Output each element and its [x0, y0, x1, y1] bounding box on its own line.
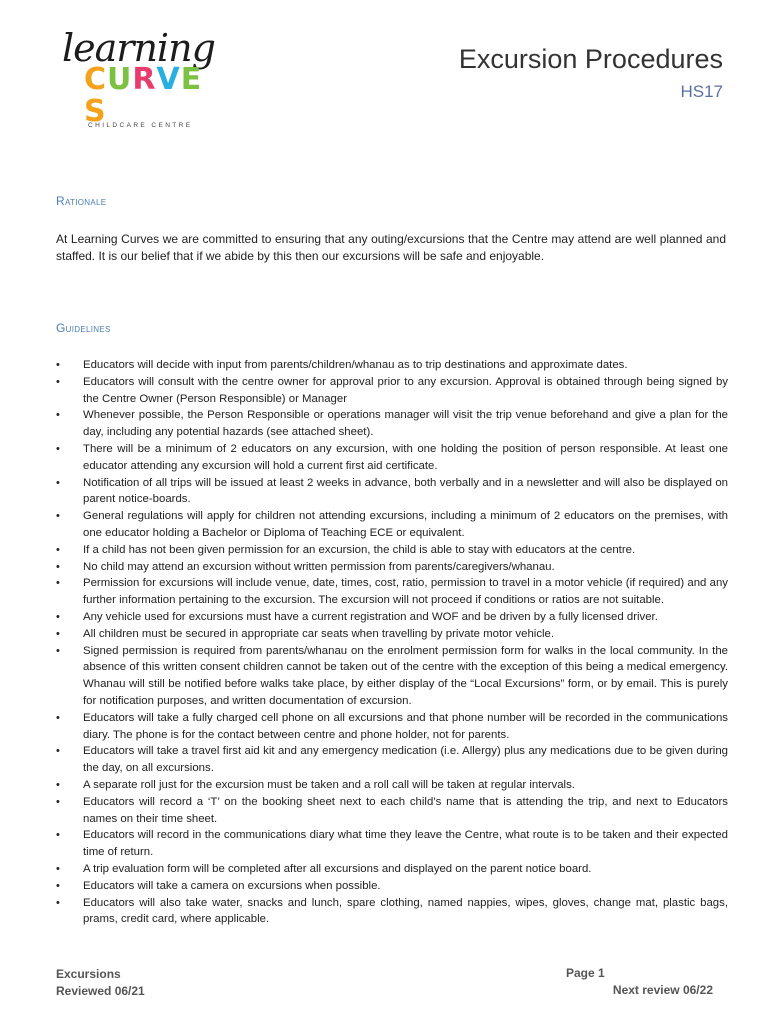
guideline-text: Educators will take a fully charged cell phone on all excursions and that phone number will be recorded in the communications diary. The phone is for the contact between centre and phone holder, not for parents.: [83, 711, 728, 741]
guideline-text: Notification of all trips will be issued at least 2 weeks in advance, both verbally and in a newsletter and will also be displayed on parent notice-boards.: [83, 476, 728, 506]
guideline-item: [56, 878, 728, 895]
bullet-icon: •: [56, 745, 60, 758]
guideline-text: All children must be secured in appropriate car seats when travelling by private motor vehicle.: [83, 627, 555, 640]
bullet-icon: •: [56, 778, 60, 791]
guideline-text: General regulations will apply for children not attending excursions, including a minimum of 2 educators on the premises, with one educator holding a Bachelor or Diploma of Teaching ECE or equivalent.: [83, 510, 728, 539]
guideline-item: [56, 895, 728, 929]
guideline-item: [56, 626, 728, 643]
guideline-text: If a child has not been given permission for an excursion, the child is able to stay with educators at the centre.: [83, 543, 636, 556]
bullet-icon: •: [56, 644, 60, 657]
guideline-item: [56, 609, 728, 626]
guideline-item: [56, 407, 728, 441]
guideline-text: A trip evaluation form will be completed after all excursions and displayed on the parent notice board.: [83, 862, 592, 875]
logo-letter: C: [84, 62, 108, 97]
guideline-text: Educators will take a travel first aid kit and any emergency medication (i.e. Allergy) plus any medications due to be given during the day, on all excursions.: [83, 745, 728, 775]
guideline-item: [56, 475, 728, 509]
guideline-text: Educators will take a camera on excursions when possible.: [83, 879, 381, 892]
guideline-text: Educators will decide with input from parents/children/whanau as to trip destinations and approximate dates.: [83, 359, 628, 371]
guidelines-list: [56, 357, 728, 928]
guideline-item: [56, 374, 728, 408]
guideline-text: Permission for excursions will include venue, date, times, cost, ratio, permission to travel in a motor vehicle (if required) and any further information pertaining to the excursion. The excursion will not proceed if conditions or ratios are not suitable.: [83, 577, 728, 607]
bullet-icon: •: [56, 476, 60, 489]
bullet-icon: •: [56, 829, 60, 842]
guideline-text: Whenever possible, the Person Responsible or operations manager will visit the trip venue beforehand and give a plan for the day, including any potential hazards (see attached sheet).: [83, 409, 728, 439]
guideline-item: [56, 861, 728, 878]
logo-brand-word: [84, 64, 208, 128]
logo-letter: E: [180, 62, 203, 97]
guideline-text: No child may attend an excursion without written permission from parents/caregivers/whanau.: [83, 560, 555, 573]
bullet-icon: •: [56, 577, 60, 590]
footer-page-number: Page 1: [566, 966, 605, 980]
guideline-text: Educators will also take water, snacks and lunch, spare clothing, named nappies, wipes, gloves, change mat, plastic bags, prams, credit card, where applicable.: [83, 896, 728, 926]
bullet-icon: •: [56, 862, 60, 875]
guideline-item: [56, 827, 728, 861]
bullet-icon: •: [56, 795, 60, 808]
document-code: HS17: [680, 82, 723, 101]
logo-letter: V: [156, 62, 181, 97]
bullet-icon: •: [56, 543, 60, 556]
guideline-item: [56, 542, 728, 559]
footer-document-name: Excursions: [56, 967, 121, 981]
guideline-text: Educators will consult with the centre owner for approval prior to any excursion. Approval is obtained through being signed by the Centre Owner (Person Responsible) or Manager: [83, 375, 728, 405]
bullet-icon: •: [56, 879, 60, 892]
guideline-item: [56, 794, 728, 828]
logo-letter: R: [132, 62, 157, 97]
guideline-item: [56, 743, 728, 777]
logo-subtitle: CHILDCARE CENTRE: [88, 122, 193, 129]
guideline-text: There will be a minimum of 2 educators on any excursion, with one holding the position of person responsible. At least one educator attending any excursion will hold a current first aid certificate.: [83, 442, 728, 472]
bullet-icon: •: [56, 627, 60, 640]
learning-curves-logo: [58, 26, 215, 129]
bullet-icon: •: [56, 610, 60, 623]
footer-next-review: Next review 06/22: [612, 983, 713, 997]
guideline-text: Signed permission is required from parents/whanau on the enrolment permission form for walks in the local community. In the absence of this written consent children cannot be taken out of the centre with the exception of this being a medical emergency. Whanau will still be notified before walks take place, by either display of the “Local Excursions” form, or by email. This is purely for notification purposes, and written documentation of excursion.: [83, 644, 728, 707]
guideline-item: [56, 441, 728, 475]
bullet-icon: •: [56, 711, 60, 724]
guideline-item: [56, 559, 728, 576]
logo-letter: U: [107, 62, 133, 97]
bullet-icon: •: [56, 375, 60, 388]
bullet-icon: •: [56, 896, 60, 909]
logo-script-text: learning: [62, 26, 215, 70]
guideline-item: [56, 710, 728, 744]
logo-letter: S: [84, 94, 107, 129]
guideline-text: Educators will record a ‘T’ on the booking sheet next to each child’s name that is attending the trip, and next to Educators names on their time sheet.: [83, 795, 728, 825]
footer-left: [56, 966, 145, 1000]
bullet-icon: •: [56, 560, 60, 573]
bullet-icon: •: [56, 442, 60, 455]
document-title: Excursion Procedures: [458, 44, 723, 74]
bullet-icon: •: [56, 409, 60, 422]
guideline-item: [56, 508, 728, 542]
guideline-item: [56, 357, 728, 374]
footer-reviewed-date: Reviewed 06/21: [56, 984, 145, 998]
guideline-text: Any vehicle used for excursions must have a current registration and WOF and be driven by a fully licensed driver.: [83, 610, 658, 623]
guideline-item: [56, 777, 728, 794]
guideline-item: [56, 575, 728, 609]
guidelines-heading: Guidelines: [56, 321, 111, 335]
bullet-icon: •: [56, 510, 60, 523]
guideline-item: [56, 643, 728, 710]
guideline-text: Educators will record in the communications diary what time they leave the Centre, what route is to be taken and their expected time of return.: [83, 829, 728, 859]
rationale-paragraph: At Learning Curves we are committed to ensuring that any outing/excursions that the Centre may attend are well planned and staffed. It is our belief that if we abide by this then our excursions will be safe and enjoyable.: [56, 232, 726, 263]
guideline-text: A separate roll just for the excursion must be taken and a roll call will be taken at regular intervals.: [83, 778, 575, 791]
rationale-heading: Rationale: [56, 194, 107, 208]
bullet-icon: •: [56, 359, 60, 371]
